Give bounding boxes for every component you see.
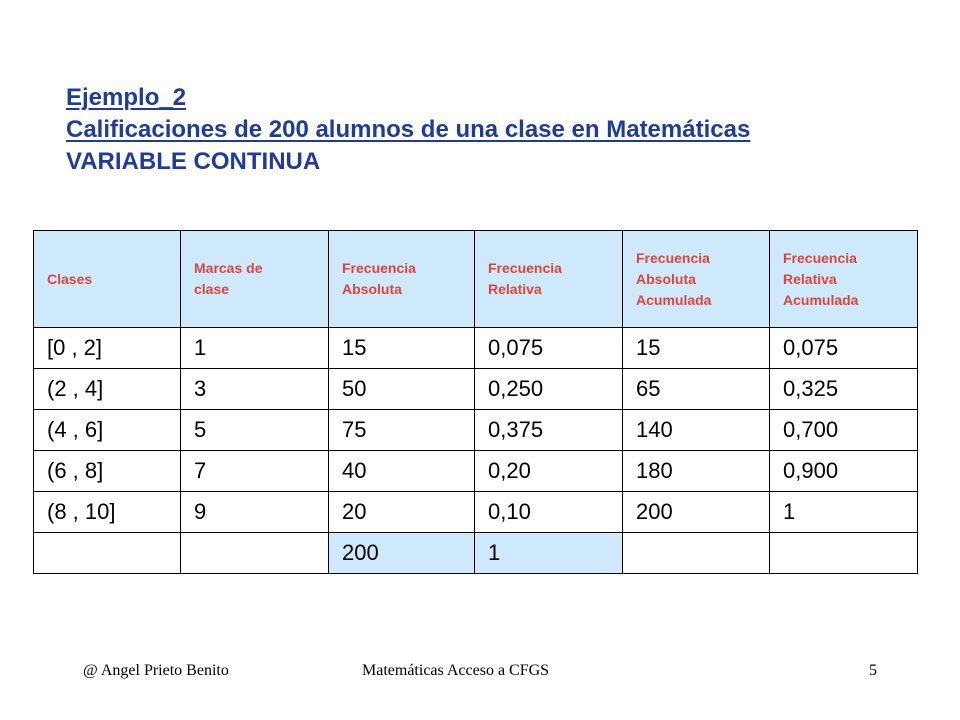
header-frecuencia-absoluta: Frecuencia Absoluta <box>329 231 475 328</box>
cell-frec-relativa: 0,375 <box>475 410 623 451</box>
frequency-table <box>33 230 918 574</box>
cell-frec-abs-acumulada: 180 <box>623 451 770 492</box>
cell-marca: 1 <box>181 328 329 369</box>
cell-frec-relativa: 0,250 <box>475 369 623 410</box>
cell-frec-abs-acumulada: 200 <box>623 492 770 533</box>
cell-frec-absoluta: 15 <box>329 328 475 369</box>
cell-clase: (2 , 4] <box>34 369 181 410</box>
total-empty-cell <box>181 533 329 574</box>
cell-frec-absoluta: 20 <box>329 492 475 533</box>
total-empty-cell <box>623 533 770 574</box>
header-frecuencia-relativa: Frecuencia Relativa <box>475 231 623 328</box>
cell-marca: 5 <box>181 410 329 451</box>
example-title: Ejemplo_2 <box>66 84 187 111</box>
cell-frec-rel-acumulada: 0,075 <box>770 328 918 369</box>
footer-author: @ Angel Prieto Benito <box>83 662 229 679</box>
cell-clase: (8 , 10] <box>34 492 181 533</box>
cell-marca: 7 <box>181 451 329 492</box>
total-frec-absoluta: 200 <box>329 533 475 574</box>
cell-frec-relativa: 0,10 <box>475 492 623 533</box>
total-empty-cell <box>34 533 181 574</box>
footer-page-number: 5 <box>869 662 877 679</box>
table-row <box>34 492 918 533</box>
cell-frec-rel-acumulada: 1 <box>770 492 918 533</box>
table-row <box>34 451 918 492</box>
table-row <box>34 369 918 410</box>
cell-frec-rel-acumulada: 0,900 <box>770 451 918 492</box>
cell-frec-abs-acumulada: 15 <box>623 328 770 369</box>
cell-frec-relativa: 0,20 <box>475 451 623 492</box>
cell-frec-absoluta: 75 <box>329 410 475 451</box>
table-header-row <box>34 231 918 328</box>
cell-frec-abs-acumulada: 65 <box>623 369 770 410</box>
header-frecuencia-relativa-acumulada: Frecuencia Relativa Acumulada <box>770 231 918 328</box>
cell-clase: [0 , 2] <box>34 328 181 369</box>
slide-title <box>66 82 750 178</box>
cell-clase: (4 , 6] <box>34 410 181 451</box>
total-frec-relativa: 1 <box>475 533 623 574</box>
cell-frec-absoluta: 50 <box>329 369 475 410</box>
cell-frec-rel-acumulada: 0,700 <box>770 410 918 451</box>
table-row <box>34 410 918 451</box>
cell-frec-rel-acumulada: 0,325 <box>770 369 918 410</box>
totals-row <box>34 533 918 574</box>
variable-type: VARIABLE CONTINUA <box>66 148 321 175</box>
cell-frec-relativa: 0,075 <box>475 328 623 369</box>
cell-clase: (6 , 8] <box>34 451 181 492</box>
cell-frec-absoluta: 40 <box>329 451 475 492</box>
header-frecuencia-absoluta-acumulada: Frecuencia Absoluta Acumulada <box>623 231 770 328</box>
example-subtitle: Calificaciones de 200 alumnos de una clase en Matemáticas <box>66 116 751 143</box>
footer-course: Matemáticas Acceso a CFGS <box>362 662 550 679</box>
table-row <box>34 328 918 369</box>
cell-frec-abs-acumulada: 140 <box>623 410 770 451</box>
header-marcas-de-clase: Marcas de clase <box>181 231 329 328</box>
total-empty-cell <box>770 533 918 574</box>
header-clases: Clases <box>34 231 181 328</box>
cell-marca: 9 <box>181 492 329 533</box>
cell-marca: 3 <box>181 369 329 410</box>
